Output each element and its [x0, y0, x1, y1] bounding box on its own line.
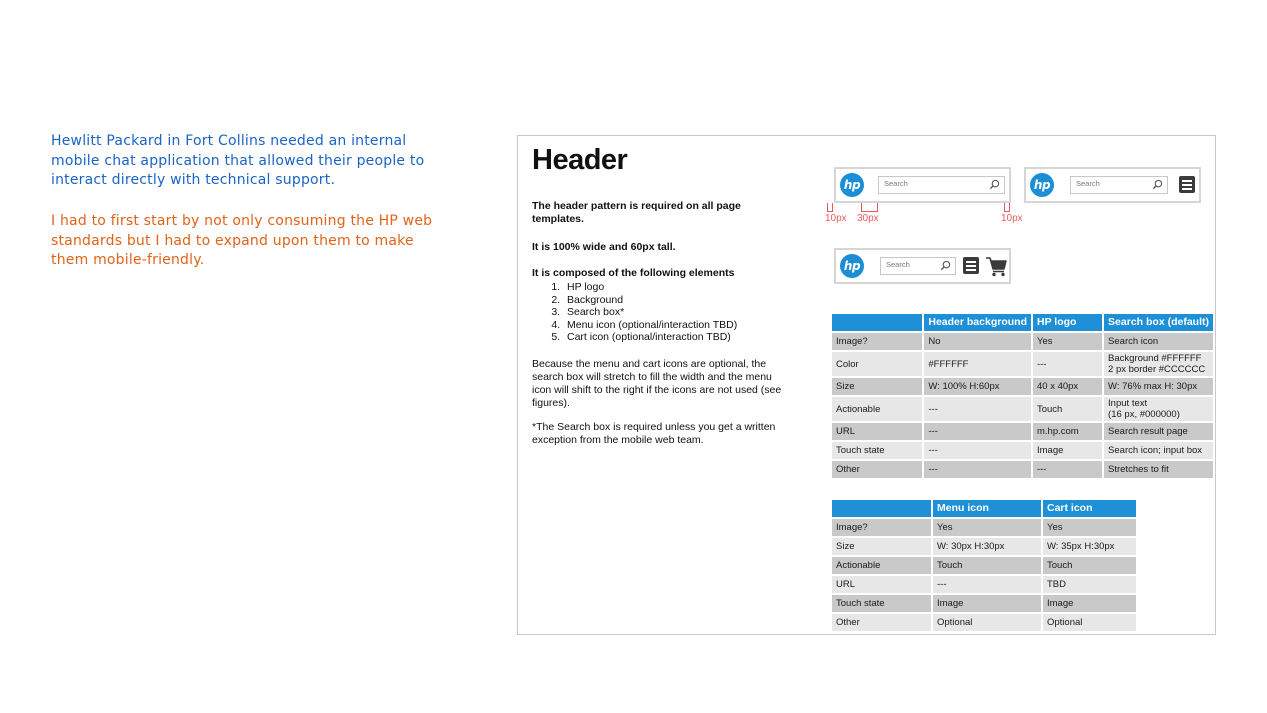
- cell-line: Background #FFFFFF: [1108, 353, 1202, 364]
- table-row: [832, 614, 1136, 631]
- table-row: [832, 397, 1213, 421]
- table-row: [832, 333, 1213, 350]
- header-mockup-search-only: [834, 167, 1011, 203]
- hp-logo: hp: [840, 254, 864, 278]
- table-cell: Image: [1043, 595, 1136, 612]
- search-icon: [1152, 179, 1163, 190]
- list-item: 1. HP logo: [563, 281, 737, 294]
- table-header: HP logo: [1033, 314, 1102, 331]
- menu-icon[interactable]: [963, 257, 979, 274]
- table-cell: Touch: [1043, 557, 1136, 574]
- table-row: [832, 442, 1213, 459]
- table-header: Search box (default): [1104, 314, 1213, 331]
- table-row: [832, 423, 1213, 440]
- table-cell: W: 100% H:60px: [924, 378, 1031, 395]
- row-label: Color: [832, 352, 922, 376]
- hp-logo: hp: [840, 173, 864, 197]
- table-row: [832, 557, 1136, 574]
- table-cell: W: 35px H:30px: [1043, 538, 1136, 555]
- table-cell: 40 x 40px: [1033, 378, 1102, 395]
- table-cell: Yes: [1033, 333, 1102, 350]
- elements-list: [532, 281, 737, 344]
- composed-intro: It is composed of the following elements: [532, 267, 735, 279]
- intro-paragraph-1: Hewlitt Packard in Fort Collins needed an internal mobile chat application that allowed their people to interact directly with technical support.: [51, 133, 425, 188]
- search-placeholder: Search: [1076, 179, 1100, 188]
- table-cell: ---: [924, 397, 1031, 421]
- row-label: Size: [832, 378, 922, 395]
- list-item: 2. Background: [563, 294, 737, 307]
- table-cell: Image: [1033, 442, 1102, 459]
- row-label: Actionable: [832, 557, 931, 574]
- table-cell: ---: [1033, 461, 1102, 478]
- table-cell: ---: [924, 442, 1031, 459]
- table-header: [832, 500, 931, 517]
- table-header: Menu icon: [933, 500, 1041, 517]
- row-label: Size: [832, 538, 931, 555]
- table-cell: W: 76% max H: 30px: [1104, 378, 1213, 395]
- dimension-right-margin: 10px: [1001, 213, 1023, 224]
- row-label: URL: [832, 423, 922, 440]
- row-label: Image?: [832, 333, 922, 350]
- spec-title: Header: [532, 144, 628, 176]
- table-cell: W: 30px H:30px: [933, 538, 1041, 555]
- table-row: [832, 538, 1136, 555]
- dimensions-note: It is 100% wide and 60px tall.: [532, 241, 676, 253]
- table-row: [832, 576, 1136, 593]
- required-note: The header pattern is required on all page templates.: [532, 200, 741, 225]
- row-label: Touch state: [832, 595, 931, 612]
- table-header: Header background: [924, 314, 1031, 331]
- table-cell: TBD: [1043, 576, 1136, 593]
- cell-line: Input text: [1108, 398, 1148, 409]
- list-item: 3. Search box*: [563, 306, 737, 319]
- table-cell: ---: [924, 423, 1031, 440]
- spec-table-icons: [830, 498, 1138, 633]
- table-cell: m.hp.com: [1033, 423, 1102, 440]
- search-box[interactable]: [1070, 176, 1168, 194]
- row-label: Image?: [832, 519, 931, 536]
- cart-icon[interactable]: [985, 255, 1007, 277]
- table-header: Cart icon: [1043, 500, 1136, 517]
- search-placeholder: Search: [886, 260, 910, 269]
- table-cell: [1104, 397, 1213, 421]
- row-label: Other: [832, 461, 922, 478]
- menu-icon[interactable]: [1179, 176, 1195, 193]
- search-box[interactable]: [880, 257, 956, 275]
- table-cell: #FFFFFF: [924, 352, 1031, 376]
- table-cell: Image: [933, 595, 1041, 612]
- table-cell: [1104, 352, 1213, 376]
- spec-table-main: [830, 312, 1215, 480]
- table-cell: Optional: [1043, 614, 1136, 631]
- hp-logo: hp: [1030, 173, 1054, 197]
- table-cell: Stretches to fit: [1104, 461, 1213, 478]
- intro-paragraph-2: I had to first start by not only consuming the HP web standards but I had to expand upon them to make them mobile-friendly.: [51, 213, 433, 268]
- table-cell: ---: [924, 461, 1031, 478]
- table-cell: ---: [1033, 352, 1102, 376]
- table-row: [832, 461, 1213, 478]
- table-cell: Optional: [933, 614, 1041, 631]
- row-label: Other: [832, 614, 931, 631]
- header-mockup-with-menu-and-cart: [834, 248, 1011, 284]
- row-label: URL: [832, 576, 931, 593]
- search-placeholder: Search: [884, 179, 908, 188]
- dimension-bracket: [861, 203, 878, 212]
- list-item: 5. Cart icon (optional/interaction TBD): [563, 331, 737, 344]
- search-icon: [989, 179, 1000, 190]
- header-mockup-with-menu: [1024, 167, 1201, 203]
- table-cell: Touch: [1033, 397, 1102, 421]
- table-cell: Search icon; input box: [1104, 442, 1213, 459]
- cell-line: (16 px, #000000): [1108, 409, 1180, 420]
- search-box[interactable]: [878, 176, 1005, 194]
- table-header: [832, 314, 922, 331]
- row-label: Touch state: [832, 442, 922, 459]
- table-row: [832, 595, 1136, 612]
- dimension-left-margin: 10px: [825, 213, 847, 224]
- list-item: 4. Menu icon (optional/interaction TBD): [563, 319, 737, 332]
- table-row: [832, 352, 1213, 376]
- dimension-bracket: [827, 203, 833, 212]
- table-cell: Yes: [1043, 519, 1136, 536]
- optional-note: Because the menu and cart icons are optional, the search box will stretch to fill the width and the menu icon will shift to the right if the icons are not used (see figures).: [532, 358, 782, 409]
- dimension-logo-gap: 30px: [857, 213, 879, 224]
- dimension-bracket: [1004, 203, 1010, 212]
- table-cell: Search result page: [1104, 423, 1213, 440]
- table-cell: Touch: [933, 557, 1041, 574]
- header-spec-card: [517, 135, 1216, 635]
- table-row: [832, 378, 1213, 395]
- table-cell: Search icon: [1104, 333, 1213, 350]
- table-cell: Yes: [933, 519, 1041, 536]
- table-cell: ---: [933, 576, 1041, 593]
- row-label: Actionable: [832, 397, 922, 421]
- table-cell: No: [924, 333, 1031, 350]
- cell-line: 2 px border #CCCCCC: [1108, 364, 1206, 375]
- search-icon: [940, 260, 951, 271]
- footnote: *The Search box is required unless you get a written exception from the mobile web team.: [532, 421, 776, 446]
- table-row: [832, 519, 1136, 536]
